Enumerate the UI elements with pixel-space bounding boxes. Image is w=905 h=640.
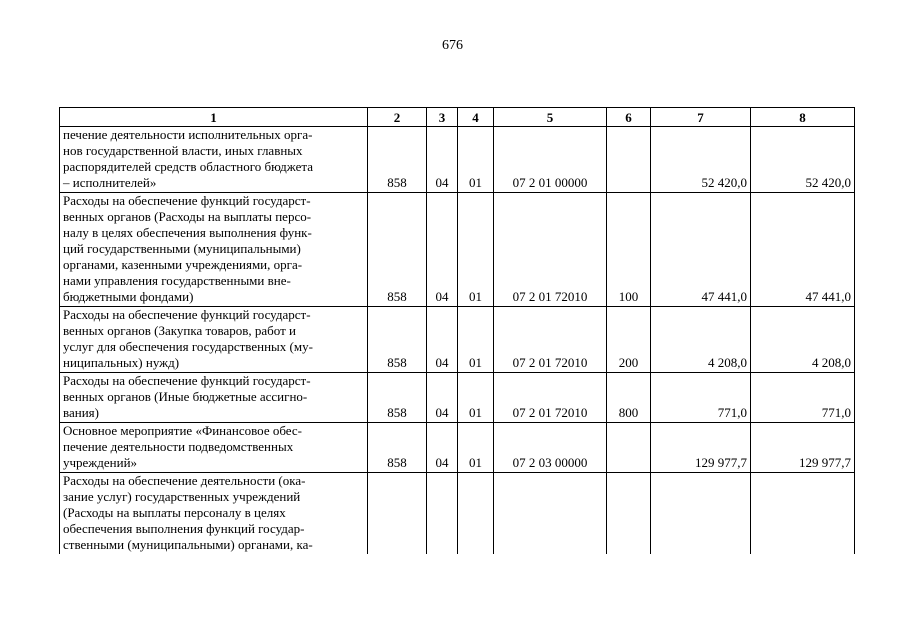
cell-amount-7: 52 420,0: [651, 127, 751, 193]
table-row: [60, 473, 855, 555]
cell-subsection: 01: [458, 193, 494, 307]
cell-subsection: [458, 473, 494, 555]
description-line: нами управления государственными вне-: [63, 273, 291, 288]
description-line: ций государственными (муниципальными): [63, 241, 301, 256]
description-line: вания): [63, 405, 99, 420]
cell-amount-8: 47 441,0: [751, 193, 855, 307]
description-line: обеспечения выполнения функций государ-: [63, 521, 305, 536]
cell-section: 04: [427, 307, 458, 373]
table-row: [60, 307, 855, 373]
cell-target-article: [494, 473, 607, 555]
table-row: [60, 373, 855, 423]
description-line: ственными (муниципальными) органами, ка-: [63, 537, 313, 552]
cell-amount-7: 771,0: [651, 373, 751, 423]
cell-ministry-code: 858: [368, 307, 427, 373]
cell-description: [60, 473, 368, 555]
header-cell-2: 2: [368, 108, 427, 127]
description-line: учреждений»: [63, 455, 138, 470]
description-line: Расходы на обеспечение деятельности (ока-: [63, 473, 306, 488]
cell-ministry-code: 858: [368, 193, 427, 307]
description-line: услуг для обеспечения государственных (му-: [63, 339, 313, 354]
description-line: ниципальных) нужд): [63, 355, 180, 370]
cell-amount-7: 129 977,7: [651, 423, 751, 473]
description-line: бюджетными фондами): [63, 289, 194, 304]
table-body: [60, 127, 855, 555]
cell-subsection: 01: [458, 307, 494, 373]
cell-section: 04: [427, 127, 458, 193]
page-number: 676: [442, 38, 463, 53]
cell-amount-7: 47 441,0: [651, 193, 751, 307]
cell-ministry-code: 858: [368, 373, 427, 423]
header-cell-7: 7: [651, 108, 751, 127]
description-line: Основное мероприятие «Финансовое обес-: [63, 423, 302, 438]
description-line: нов государственной власти, иных главных: [63, 143, 303, 158]
description-line: органами, казенными учреждениями, орга-: [63, 257, 303, 272]
description-line: зание услуг) государственных учреждений: [63, 489, 301, 504]
table-row: [60, 127, 855, 193]
cell-section: 04: [427, 193, 458, 307]
description-line: венных органов (Расходы на выплаты персо-: [63, 209, 312, 224]
budget-table: [59, 107, 855, 554]
cell-amount-8: 129 977,7: [751, 423, 855, 473]
cell-target-article: 07 2 03 00000: [494, 423, 607, 473]
cell-description: [60, 423, 368, 473]
cell-amount-8: 771,0: [751, 373, 855, 423]
cell-expense-type: 200: [607, 307, 651, 373]
cell-target-article: 07 2 01 00000: [494, 127, 607, 193]
cell-target-article: 07 2 01 72010: [494, 373, 607, 423]
cell-section: 04: [427, 423, 458, 473]
header-cell-1: 1: [60, 108, 368, 127]
cell-amount-8: 52 420,0: [751, 127, 855, 193]
cell-subsection: 01: [458, 127, 494, 193]
table-row: [60, 193, 855, 307]
cell-section: 04: [427, 373, 458, 423]
cell-amount-8: [751, 473, 855, 555]
description-line: Расходы на обеспечение функций государст-: [63, 307, 311, 322]
description-line: распорядителей средств областного бюджета: [63, 159, 313, 174]
table-row: [60, 423, 855, 473]
cell-target-article: 07 2 01 72010: [494, 193, 607, 307]
cell-expense-type: 800: [607, 373, 651, 423]
description-line: – исполнителей»: [63, 175, 157, 190]
header-cell-3: 3: [427, 108, 458, 127]
cell-subsection: 01: [458, 373, 494, 423]
cell-description: [60, 127, 368, 193]
description-line: Расходы на обеспечение функций государст-: [63, 193, 311, 208]
header-cell-4: 4: [458, 108, 494, 127]
cell-description: [60, 193, 368, 307]
cell-expense-type: [607, 423, 651, 473]
header-cell-8: 8: [751, 108, 855, 127]
cell-subsection: 01: [458, 423, 494, 473]
table-header-row: [60, 108, 855, 127]
description-line: (Расходы на выплаты персоналу в целях: [63, 505, 286, 520]
cell-expense-type: [607, 127, 651, 193]
description-line: печение деятельности подведомственных: [63, 439, 294, 454]
cell-description: [60, 373, 368, 423]
cell-section: [427, 473, 458, 555]
cell-amount-8: 4 208,0: [751, 307, 855, 373]
cell-ministry-code: 858: [368, 423, 427, 473]
header-cell-5: 5: [494, 108, 607, 127]
cell-ministry-code: [368, 473, 427, 555]
description-line: печение деятельности исполнительных орга-: [63, 127, 313, 142]
description-line: Расходы на обеспечение функций государст-: [63, 373, 311, 388]
description-line: налу в целях обеспечения выполнения функ-: [63, 225, 312, 240]
header-cell-6: 6: [607, 108, 651, 127]
cell-amount-7: [651, 473, 751, 555]
cell-amount-7: 4 208,0: [651, 307, 751, 373]
cell-description: [60, 307, 368, 373]
cell-expense-type: [607, 473, 651, 555]
cell-target-article: 07 2 01 72010: [494, 307, 607, 373]
description-line: венных органов (Иные бюджетные ассигно-: [63, 389, 308, 404]
cell-ministry-code: 858: [368, 127, 427, 193]
description-line: венных органов (Закупка товаров, работ и: [63, 323, 297, 338]
cell-expense-type: 100: [607, 193, 651, 307]
